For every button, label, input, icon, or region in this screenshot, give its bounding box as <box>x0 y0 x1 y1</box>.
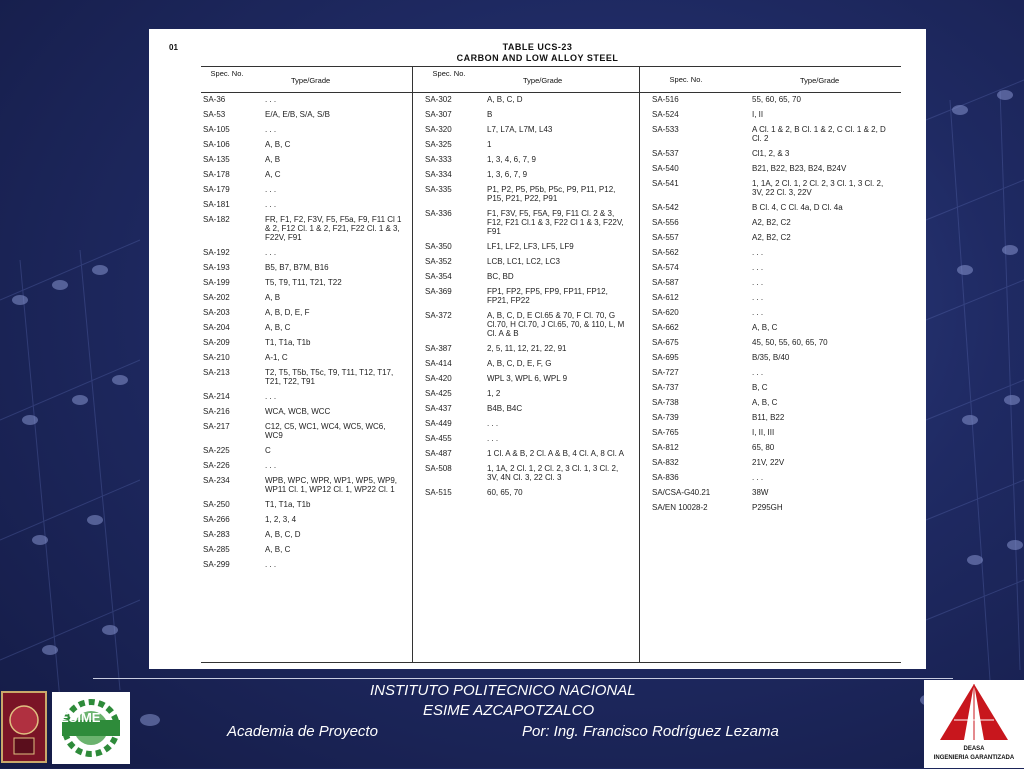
footer-author: Por: Ing. Francisco Rodríguez Lezama <box>522 723 779 740</box>
spec-number-cell: SA-325 <box>425 140 452 149</box>
spec-number-cell: SA-369 <box>425 287 452 296</box>
spec-number-cell: SA-203 <box>203 308 230 317</box>
spec-number-cell: SA-557 <box>652 233 679 242</box>
type-grade-cell: P1, P2, P5, P5b, P5c, P9, P11, P12, P15, P21, P22, P91 <box>487 185 616 203</box>
type-grade-cell: . . . <box>752 473 764 482</box>
type-grade-cell: B, C <box>752 383 768 392</box>
type-grade-cell: A, B, C <box>265 323 291 332</box>
table-row <box>201 545 411 554</box>
column-divider-1 <box>412 66 413 662</box>
type-grade-cell: LCB, LC1, LC2, LC3 <box>487 257 560 266</box>
spec-number-cell: SA-199 <box>203 278 230 287</box>
table-row <box>650 383 902 392</box>
table-row <box>423 404 637 413</box>
spec-number-cell: SA-178 <box>203 170 230 179</box>
type-grade-cell: C <box>265 446 271 455</box>
spec-no-header: Spec. No. <box>669 75 703 84</box>
spec-number-cell: SA-836 <box>652 473 679 482</box>
table-row <box>201 476 411 494</box>
type-grade-cell: 1, 1A, 2 Cl. 1, 2 Cl. 2, 3 Cl. 1, 3 Cl. 2, 3V, 22 Cl. 3, 22V <box>752 179 884 197</box>
spec-number-cell: SA-542 <box>652 203 679 212</box>
table-row <box>650 278 902 287</box>
type-grade-cell: A, B, C, D, E, F, G <box>487 359 552 368</box>
type-grade-cell: 1, 1A, 2 Cl. 1, 2 Cl. 2, 3 Cl. 1, 3 Cl. 2, 3V, 4N Cl. 3, 22 Cl. 3 <box>487 464 619 482</box>
type-grade-cell: . . . <box>265 125 277 134</box>
table-row <box>201 155 411 164</box>
esime-logo <box>52 692 130 764</box>
type-grade-cell: A2, B2, C2 <box>752 218 791 227</box>
spec-number-cell: SA-537 <box>652 149 679 158</box>
spec-number-cell: SA-105 <box>203 125 230 134</box>
spec-number-cell: SA-556 <box>652 218 679 227</box>
type-grade-header: Type/Grade <box>523 76 563 85</box>
spec-number-cell: SA-210 <box>203 353 230 362</box>
table-row <box>650 458 902 467</box>
type-grade-cell: WPL 3, WPL 6, WPL 9 <box>487 374 568 383</box>
spec-number-cell: SA-320 <box>425 125 452 134</box>
spec-number-cell: SA-765 <box>652 428 679 437</box>
column-header <box>423 67 637 91</box>
type-grade-cell: WCA, WCB, WCC <box>265 407 331 416</box>
spec-number-cell: SA-612 <box>652 293 679 302</box>
table-row <box>201 278 411 287</box>
table-row <box>423 488 637 497</box>
spec-number-cell: SA-812 <box>652 443 679 452</box>
type-grade-cell: A2, B2, C2 <box>752 233 791 242</box>
type-grade-cell: . . . <box>752 263 764 272</box>
table-row <box>423 95 637 104</box>
table-row <box>650 428 902 437</box>
type-grade-cell: A, B, C <box>752 323 778 332</box>
type-grade-cell: FP1, FP2, FP5, FP9, FP11, FP12, FP21, FP22 <box>487 287 608 305</box>
type-grade-cell: A, B, C, D <box>265 530 301 539</box>
spec-number-cell: SA-192 <box>203 248 230 257</box>
table-row <box>201 560 411 569</box>
type-grade-cell: B Cl. 4, C Cl. 4a, D Cl. 4a <box>752 203 843 212</box>
deasa-logo <box>924 680 1024 768</box>
spec-number-cell: SA-420 <box>425 374 452 383</box>
table-row <box>201 263 411 272</box>
type-grade-cell: A, C <box>265 170 281 179</box>
spec-number-cell: SA-335 <box>425 185 452 194</box>
table-row <box>201 368 411 386</box>
spec-number-cell: SA-285 <box>203 545 230 554</box>
type-grade-cell: B4B, B4C <box>487 404 523 413</box>
spec-number-cell: SA-414 <box>425 359 452 368</box>
spec-number-cell: SA-182 <box>203 215 230 224</box>
table-row <box>650 263 902 272</box>
type-grade-cell: B <box>487 110 493 119</box>
spec-number-cell: SA-540 <box>652 164 679 173</box>
type-grade-cell: 1, 2 <box>487 389 501 398</box>
table-row <box>650 473 902 482</box>
type-grade-cell: A, B <box>265 155 281 164</box>
table-row <box>423 110 637 119</box>
type-grade-cell: I, II, III <box>752 428 775 437</box>
spec-number-cell: SA-53 <box>203 110 226 119</box>
table-row <box>650 233 902 242</box>
table-row <box>650 95 902 104</box>
footer-academy: Academia de Proyecto <box>227 723 378 740</box>
type-grade-cell: 60, 65, 70 <box>487 488 523 497</box>
spec-number-cell: SA-307 <box>425 110 452 119</box>
column-3-rows <box>650 95 902 518</box>
type-grade-cell: LF1, LF2, LF3, LF5, LF9 <box>487 242 574 251</box>
table-row <box>423 272 637 281</box>
spec-number-cell: SA-36 <box>203 95 226 104</box>
type-grade-cell: . . . <box>487 419 499 428</box>
spec-number-cell: SA/CSA-G40.21 <box>652 488 711 497</box>
type-grade-cell: B11, B22 <box>752 413 785 422</box>
type-grade-cell: A, B, C, D, E Cl.65 & 70, F Cl. 70, G Cl.70, H Cl.70, J Cl.65, 70, & 110, L, M Cl. A & B <box>487 311 625 338</box>
table-row <box>650 443 902 452</box>
type-grade-cell: F1, F3V, F5, F5A, F9, F11 Cl. 2 & 3, F12, F21 Cl.1 & 3, F22 Cl 1 & 3, F22V, F91 <box>487 209 624 236</box>
type-grade-cell: B21, B22, B23, B24, B24V <box>752 164 847 173</box>
spec-number-cell: SA-587 <box>652 278 679 287</box>
table-row <box>423 125 637 134</box>
table-row <box>423 140 637 149</box>
table-row <box>650 164 902 173</box>
spec-number-cell: SA-516 <box>652 95 679 104</box>
spec-number-cell: SA-213 <box>203 368 230 377</box>
table-row <box>650 338 902 347</box>
spec-number-cell: SA-202 <box>203 293 230 302</box>
spec-number-cell: SA-455 <box>425 434 452 443</box>
type-grade-cell: . . . <box>752 293 764 302</box>
spec-number-cell: SA-425 <box>425 389 452 398</box>
type-grade-cell: P295GH <box>752 503 783 512</box>
type-grade-cell: L7, L7A, L7M, L43 <box>487 125 553 134</box>
type-grade-header: Type/Grade <box>800 76 840 85</box>
type-grade-cell: . . . <box>752 278 764 287</box>
table-column-2 <box>423 67 637 662</box>
spec-number-cell: SA-283 <box>203 530 230 539</box>
spec-number-cell: SA-832 <box>652 458 679 467</box>
table-row <box>201 530 411 539</box>
spec-number-cell: SA-574 <box>652 263 679 272</box>
table-row <box>201 308 411 317</box>
spec-number-cell: SA-675 <box>652 338 679 347</box>
table-row <box>201 140 411 149</box>
table-column-1 <box>201 67 411 662</box>
type-grade-cell: 65, 80 <box>752 443 775 452</box>
footer-divider <box>93 678 953 679</box>
spec-number-cell: SA-620 <box>652 308 679 317</box>
type-grade-cell: 1, 3, 4, 6, 7, 9 <box>487 155 536 164</box>
esime-logo-text: ESIME <box>60 710 101 725</box>
type-grade-cell: Cl1, 2, & 3 <box>752 149 790 158</box>
spec-number-cell: SA-738 <box>652 398 679 407</box>
table-row <box>201 338 411 347</box>
spec-number-cell: SA-354 <box>425 272 452 281</box>
table-row <box>423 209 637 236</box>
spec-number-cell: SA-106 <box>203 140 230 149</box>
table-row <box>650 368 902 377</box>
column-2-rows <box>423 95 637 503</box>
table-row <box>423 434 637 443</box>
table-row <box>650 503 902 512</box>
type-grade-cell: BC, BD <box>487 272 514 281</box>
table-row <box>423 419 637 428</box>
table-row <box>201 125 411 134</box>
type-grade-cell: . . . <box>265 392 277 401</box>
spec-number-cell: SA-193 <box>203 263 230 272</box>
type-grade-header: Type/Grade <box>291 76 331 85</box>
table-row <box>423 170 637 179</box>
spec-number-cell: SA-541 <box>652 179 679 188</box>
type-grade-cell: 55, 60, 65, 70 <box>752 95 801 104</box>
type-grade-cell: B5, B7, B7M, B16 <box>265 263 329 272</box>
type-grade-cell: 2, 5, 11, 12, 21, 22, 91 <box>487 344 567 353</box>
spec-number-cell: SA-695 <box>652 353 679 362</box>
deasa-name: DEASA <box>963 746 985 752</box>
type-grade-cell: . . . <box>265 185 277 194</box>
type-grade-cell: A-1, C <box>265 353 288 362</box>
type-grade-cell: A, B, C <box>265 545 291 554</box>
type-grade-cell: 38W <box>752 488 769 497</box>
spec-number-cell: SA-437 <box>425 404 452 413</box>
table-row <box>423 155 637 164</box>
table-row <box>423 287 637 305</box>
table-row <box>423 344 637 353</box>
table-row <box>201 422 411 440</box>
spec-number-cell: SA-209 <box>203 338 230 347</box>
spec-number-cell: SA-179 <box>203 185 230 194</box>
type-grade-cell: 1 <box>487 140 492 149</box>
table-row <box>201 248 411 257</box>
table-row <box>650 413 902 422</box>
type-grade-cell: 1, 3, 6, 7, 9 <box>487 170 528 179</box>
column-divider-2 <box>639 66 640 662</box>
spec-number-cell: SA-372 <box>425 311 452 320</box>
table-row <box>423 449 637 458</box>
table-row <box>650 149 902 158</box>
table-row <box>650 293 902 302</box>
type-grade-cell: 1 Cl. A & B, 2 Cl. A & B, 4 Cl. A, 8 Cl. A <box>487 449 624 458</box>
table-row <box>423 359 637 368</box>
type-grade-cell: T5, T9, T11, T21, T22 <box>265 278 342 287</box>
table-row <box>201 110 411 119</box>
spec-number-cell: SA-352 <box>425 257 452 266</box>
spec-no-header: Spec. No. <box>210 69 244 78</box>
spec-number-cell: SA-533 <box>652 125 679 134</box>
spec-number-cell: SA-336 <box>425 209 452 218</box>
type-grade-cell: FR, F1, F2, F3V, F5, F5a, F9, F11 Cl 1 & 2, F12 Cl. 1 & 2, F21, F22 Cl. 1 & 3, F22V, F91 <box>265 215 402 242</box>
type-grade-cell: . . . <box>265 560 277 569</box>
type-grade-cell: 45, 50, 55, 60, 65, 70 <box>752 338 828 347</box>
spec-number-cell: SA-214 <box>203 392 230 401</box>
spec-number-cell: SA-334 <box>425 170 452 179</box>
table-row <box>201 170 411 179</box>
column-header <box>650 67 902 91</box>
type-grade-cell: T2, T5, T5b, T5c, T9, T11, T12, T17, T21, T22, T91 <box>265 368 394 386</box>
table-document-sheet <box>149 29 926 669</box>
table-row <box>201 446 411 455</box>
type-grade-cell: WPB, WPC, WPR, WP1, WP5, WP9, WP11 Cl. 1, WP12 Cl. 1, WP22 Cl. 1 <box>265 476 398 494</box>
type-grade-cell: A, B, C, D <box>487 95 523 104</box>
table-row <box>650 203 902 212</box>
spec-number-cell: SA-449 <box>425 419 452 428</box>
table-row <box>650 488 902 497</box>
type-grade-cell: . . . <box>487 434 499 443</box>
table-row <box>201 323 411 332</box>
type-grade-cell: . . . <box>752 248 764 257</box>
spec-number-cell: SA-234 <box>203 476 230 485</box>
footer-institution: INSTITUTO POLITECNICO NACIONAL <box>370 682 636 699</box>
table-title: TABLE UCS-23 <box>502 42 573 52</box>
ipn-logo <box>0 690 48 764</box>
table-row <box>423 389 637 398</box>
type-grade-cell: . . . <box>752 308 764 317</box>
table-row <box>650 398 902 407</box>
table-row <box>423 242 637 251</box>
table-row <box>201 500 411 509</box>
type-grade-cell: . . . <box>265 200 277 209</box>
type-grade-cell: A, B, C <box>752 398 778 407</box>
spec-number-cell: SA-387 <box>425 344 452 353</box>
table-row <box>201 215 411 242</box>
table-row <box>201 200 411 209</box>
table-row <box>201 407 411 416</box>
table-bottom-rule <box>201 662 901 663</box>
spec-number-cell: SA-508 <box>425 464 452 473</box>
spec-number-cell: SA-727 <box>652 368 679 377</box>
table-row <box>650 179 902 197</box>
spec-number-cell: SA-562 <box>652 248 679 257</box>
deasa-tagline: INGENIERIA GARANTIZADA <box>933 755 1015 761</box>
table-row <box>423 311 637 338</box>
type-grade-cell: C12, C5, WC1, WC4, WC5, WC6, WC9 <box>265 422 386 440</box>
spec-number-cell: SA-135 <box>203 155 230 164</box>
spec-number-cell: SA-299 <box>203 560 230 569</box>
table-row <box>201 95 411 104</box>
type-grade-cell: 1, 2, 3, 4 <box>265 515 297 524</box>
table-row <box>650 248 902 257</box>
table-row <box>650 110 902 119</box>
type-grade-cell: . . . <box>265 95 277 104</box>
column-header <box>201 67 411 91</box>
table-row <box>650 218 902 227</box>
table-row <box>423 257 637 266</box>
table-row <box>423 464 637 482</box>
type-grade-cell: . . . <box>265 248 277 257</box>
spec-number-cell: SA-217 <box>203 422 230 431</box>
table-row <box>201 461 411 470</box>
spec-number-cell: SA-333 <box>425 155 452 164</box>
spec-number-cell: SA-524 <box>652 110 679 119</box>
spec-number-cell: SA-204 <box>203 323 230 332</box>
type-grade-cell: B/35, B/40 <box>752 353 790 362</box>
table-row <box>423 374 637 383</box>
type-grade-cell: T1, T1a, T1b <box>265 338 311 347</box>
footer-school: ESIME AZCAPOTZALCO <box>423 702 595 719</box>
spec-number-cell: SA-737 <box>652 383 679 392</box>
type-grade-cell: A Cl. 1 & 2, B Cl. 1 & 2, C Cl. 1 & 2, D Cl. 2 <box>752 125 886 143</box>
spec-number-cell: SA-302 <box>425 95 452 104</box>
table-row <box>201 515 411 524</box>
table-row <box>201 392 411 401</box>
type-grade-cell: T1, T1a, T1b <box>265 500 311 509</box>
table-row <box>650 323 902 332</box>
table-row <box>201 293 411 302</box>
table-row <box>650 308 902 317</box>
table-subtitle: CARBON AND LOW ALLOY STEEL <box>456 53 619 63</box>
type-grade-cell: . . . <box>752 368 764 377</box>
spec-number-cell: SA-266 <box>203 515 230 524</box>
table-row <box>650 353 902 362</box>
spec-number-cell: SA-181 <box>203 200 230 209</box>
spec-number-cell: SA-226 <box>203 461 230 470</box>
type-grade-cell: I, II <box>752 110 764 119</box>
table-row <box>650 125 902 143</box>
type-grade-cell: A, B <box>265 293 281 302</box>
spec-no-header: Spec. No. <box>432 69 466 78</box>
spec-number-cell: SA-739 <box>652 413 679 422</box>
spec-number-cell: SA-515 <box>425 488 452 497</box>
type-grade-cell: A, B, D, E, F <box>265 308 310 317</box>
type-grade-cell: . . . <box>265 461 277 470</box>
column-1-rows <box>201 95 411 575</box>
spec-number-cell: SA-216 <box>203 407 230 416</box>
spec-number-cell: SA-487 <box>425 449 452 458</box>
spec-number-cell: SA-250 <box>203 500 230 509</box>
spec-number-cell: SA/EN 10028-2 <box>652 503 708 512</box>
type-grade-cell: 21V, 22V <box>752 458 785 467</box>
spec-number-cell: SA-350 <box>425 242 452 251</box>
table-row <box>423 185 637 203</box>
table-row <box>201 185 411 194</box>
table-row <box>201 353 411 362</box>
spec-number-cell: SA-662 <box>652 323 679 332</box>
type-grade-cell: A, B, C <box>265 140 291 149</box>
table-column-3 <box>650 67 902 662</box>
page-number: 01 <box>169 43 178 52</box>
spec-number-cell: SA-225 <box>203 446 230 455</box>
type-grade-cell: E/A, E/B, S/A, S/B <box>265 110 330 119</box>
